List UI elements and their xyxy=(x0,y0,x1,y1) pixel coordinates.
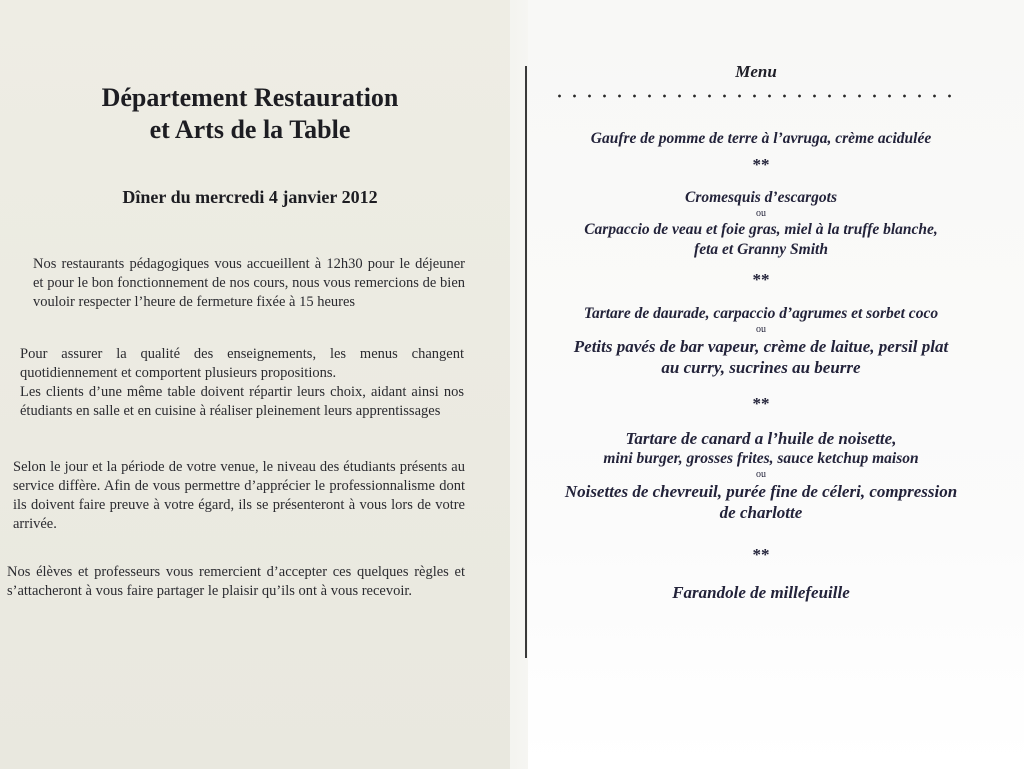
dish-chevreuil-line-1: Noisettes de chevreuil, purée fine de céleri, compression xyxy=(564,482,958,501)
menu-course-3 xyxy=(545,304,977,378)
paragraph-opening-hours: Nos restaurants pédagogiques vous accueillent à 12h30 pour le déjeuner et pour le bon fonctionnement de nos cours, nous vous remercions de bien vouloir respecter l’heure de fermeture fixée à 15 heures xyxy=(33,256,465,310)
dinner-date: Dîner du mercredi 4 janvier 2012 xyxy=(122,187,378,207)
dish-tartare-canard-line-2: mini burger, grosses frites, sauce ketchup maison xyxy=(603,450,919,467)
menu-course-2 xyxy=(545,188,977,260)
menu-course-1 xyxy=(545,129,977,149)
course-separator: ** xyxy=(752,545,770,564)
paragraph-menus-line: Pour assurer la qualité des enseignements, les menus changent quotidiennement et comportent plusieurs propositions. xyxy=(20,346,464,381)
dotted-rule xyxy=(552,92,960,100)
paragraph-student-level: Selon le jour et la période de votre venue, le niveau des étudiants présents au service diffère. Afin de vous permettre d’apprécier le professionnalisme dont ils doivent faire preuve à votre égard, ils se présenteront à vous lors de votre arrivée. xyxy=(13,459,465,532)
dish-gaufre: Gaufre de pomme de terre à l’avruga, crème acidulée xyxy=(590,130,932,147)
paragraph-table-choices: Les clients d’une même table doivent répartir leurs choix, aidant ainsi nos étudiants en salle et en cuisine à réaliser pleinement leurs apprentissages xyxy=(20,384,464,419)
dish-tartare-canard-line-1: Tartare de canard a l’huile de noisette, xyxy=(625,429,897,448)
dish-chevreuil-line-2: de charlotte xyxy=(719,503,803,522)
or-label: ou xyxy=(756,324,766,335)
menu-title: Menu xyxy=(735,62,777,81)
dish-carpaccio-line-2: feta et Granny Smith xyxy=(694,241,828,258)
page-fold-divider xyxy=(525,66,527,658)
course-separator: ** xyxy=(752,155,770,174)
course-separator: ** xyxy=(752,270,770,289)
department-title xyxy=(30,82,470,146)
paragraph-menus xyxy=(20,345,464,421)
menu-course-4 xyxy=(545,428,977,523)
right-page xyxy=(528,0,1024,769)
or-label: ou xyxy=(756,469,766,480)
paragraph-thanks: Nos élèves et professeurs vous remercient d’accepter ces quelques règles et s’attacheront à vous faire partager le plaisir qu’ils ont à vous recevoir. xyxy=(7,564,465,599)
title-line-2: et Arts de la Table xyxy=(149,115,351,144)
dish-bar-vapeur-line-2: au curry, sucrines au beurre xyxy=(661,358,861,377)
dish-bar-vapeur-line-1: Petits pavés de bar vapeur, crème de laitue, persil plat xyxy=(573,337,949,356)
dish-millefeuille: Farandole de millefeuille xyxy=(672,583,850,602)
dish-tartare-daurade: Tartare de daurade, carpaccio d’agrumes et sorbet coco xyxy=(583,305,939,322)
title-line-1: Département Restauration xyxy=(101,83,399,112)
dish-carpaccio-line-1: Carpaccio de veau et foie gras, miel à la truffe blanche, xyxy=(584,221,938,238)
course-separator: ** xyxy=(752,394,770,413)
menu-dessert xyxy=(545,582,977,603)
dish-cromesquis: Cromesquis d’escargots xyxy=(685,189,837,206)
or-label: ou xyxy=(756,208,766,219)
